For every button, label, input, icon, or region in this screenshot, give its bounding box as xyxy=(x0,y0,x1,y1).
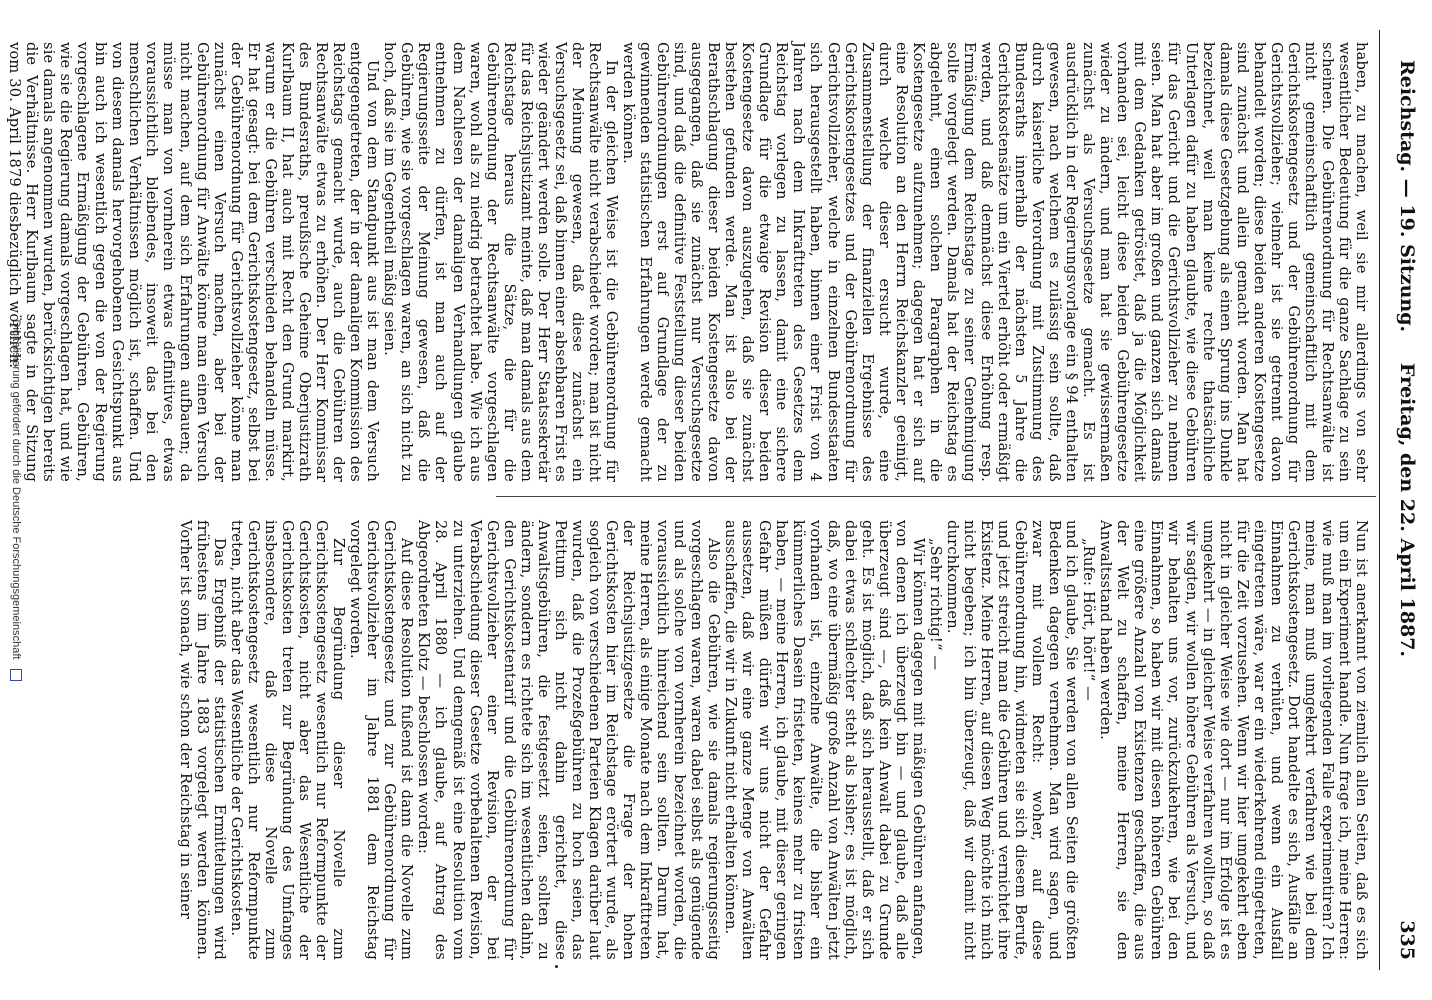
paragraph: Und von dem Standpunkt aus ist man dem Versuch entgegengetreten, der in der damaligen Kommission des Reichstags gemacht wurde, auch die Gebühren der Rechtsanwälte etwas zu erhöhen. Der Herr Kommissar des Bundesraths, preußische Geheime Oberjustizrath Kurlbaum II, hat auch mit Recht den Grund markirt, warum er die Gebühren verschieden behandeln müsse. Er hat gesagt: bei dem Gerichtskostengesetz, selbst bei der Gebührenordnung für Gerichtsvollzieher könne man zunächst einen Versuch machen, aber bei der Gebührenordnung für Anwälte könne man einen Versuch nicht machen, auf dem sich Erfahrungen aufbauen; da müsse man von vornherein etwas definitives, etwas voraussichtlich bleibendes, insoweit das bei den menschlichen Verhältnissen möglich ist, schaffen. Und von diesem damals hervorgehobenen Gesichtspunkt aus bin auch ich wesentlich gegen die von der Regierung vorgeschlagene Ermäßigung der Gebühren. Gebühren, wie sie die Regierung damals vorgeschlagen hat, und wie sie damals angenommen wurden, berücksichtigen bereits die Verhältnisse. Herr Kurlbaum sagte in der Sitzung vom 30. April 1879 diesbezüglich wörtlich: xyxy=(6,42,382,482)
left-text-column xyxy=(6,42,1370,482)
footer-text: Digitalisierung gefördert durch die Deutsche Forschungsgemeinschaft xyxy=(10,319,22,660)
right-text-column xyxy=(177,520,1370,960)
ink-speck xyxy=(555,965,558,968)
header-rule xyxy=(1379,30,1380,970)
column-divider xyxy=(496,496,1376,497)
interjection: „Sehr richtig!“ — xyxy=(926,538,944,671)
paragraph: In der gleichen Weise ist die Gebührenordnung für Rechtsanwälte nicht verabschiedet worden; man ist nicht der Meinung gewesen, daß diese zunächst ein Versuchsgesetz sei, daß binnen einer absehbaren Frist es wieder geändert werden solle. Der Herr Staatssekretär für das Reichsjustizamt meinte, daß man damals aus dem Reichstage heraus die Sätze, die für die Gebührenordnung der Rechtsanwälte vorgeschlagen waren, wohl als zu niedrig betrachtet habe. Wie ich aus dem Nachlesen der damaligen Verhandlungen glaube entnehmen zu dürfen, ist man auch auf der Regierungsseite der Meinung gewesen, daß die Gebühren, wie sie vorgeschlagen waren, an sich nicht zu hoch, daß sie im Gegentheil mäßig seien. xyxy=(381,42,620,482)
header-page-number: 335 xyxy=(1396,920,1418,960)
paragraph: Nun ist anerkannt von ziemlich allen Seiten, daß es sich um ein Experiment handle. Nun frage ich, meine Herren: wie muß man im vorliegenden Falle experimentiren? Ich meine, man muß umgekehrt verfahren wie bei dem Gerichtskostengesetz. Dort handelte es sich, Ausfälle an Einnahmen zu verhüten, und wenn ein Ausfall eingetreten wäre, war er ein wiederkehrend eingetreten, für die Zeit vorzusehen. Wenn wir hier umgekehrt eben nicht in gleicher Weise wie dort — nur im Erfolge ist es umgekehrt — in gleicher Weise verfahren wollten, so daß wir sagten, wir wollen höhere Gebühren als Versuch, und wir behalten uns vor, zurückzukehren, wie bei den Einnahmen, so haben wir mit diesen höheren Gebühren eine größere Anzahl von Existenzen geschaffen, die aus der Welt zu schaffen, meine Herren, sie den Anwaltsstand haben werden. xyxy=(1097,520,1370,960)
paragraph: Also die Gebühren, wie sie damals regierungsseitig vorgeschlagen waren, waren dabei selbst als genügende und als solche von vornherein bezeichnet worden, die voraussichtlich hinreichend sein sollten. Darum hat, meine Herren, als einige Monate nach dem Inkrafttreten der Reichsjustizgesetze die Frage der hohen Gerichtskosten hier im Reichstage erörtert wurde, als sogleich von verschiedenen Parteien Klagen darüber laut wurden, daß die Prozeßgebühren zu hoch seien, das Petitum sich nicht dahin gerichtet, diese Anwaltsgebühren, die festgesetzt seien, sollten zu ändern, sondern es richtete sich im wesentlichen dahin, den Gerichtskostentarif und die Gebührenordnung für Gerichtsvollzieher einer Revision, der bei Verabschiedung dieser Gesetze vorbehaltenen Revision, zu unterziehen. Und demgemäß ist eine Resolution vom 28. April 1880 — ich glaube, auf Antrag des Abgeordneten Klotz — beschlossen worden: xyxy=(415,520,723,960)
paragraph: Auf diese Resolution fußend ist dann die Novelle zum Gerichtskostengesetz und zur Gebührenordnung für Gerichtsvollzieher im Jahre 1881 dem Reichstag vorgelegt worden. xyxy=(347,520,416,960)
interjection: „Rufe: Hört, hört!“ — xyxy=(1080,538,1098,701)
paragraph: und ich glaube, Sie werden von allen Seiten die größten Bedenken dagegen vernehmen. Man wird sagen, und zwar mit vollem Recht: woher, auf diese Gebührenordnung hin, widmeten sie sich diesem Berufe, und jetzt streicht man die Gebühren und vernichtet ihre Existenz. Meine Herren, auf diesen Weg möchte ich mich nicht begeben; ich bin überzeugt, daß wir damit nicht durchkommen. xyxy=(943,520,1081,960)
digitization-footer xyxy=(10,0,22,1000)
header-session-title: Reichstag. — 19. Sitzung. xyxy=(1396,60,1418,333)
header-date: Freitag, den 22. April 1887. xyxy=(1396,362,1418,658)
dfg-logo-icon xyxy=(10,669,22,681)
paragraph: Wir können dagegen mit mäßigen Gebühren anfangen, von denen ich überzeugt bin — und glaube, daß alle überzeugt sind —, daß kein Anwalt dabei zu Grunde geht. Es ist möglich, daß sich herausstellt, daß er sich dabei etwas schlechter steht als bisher; es ist möglich, daß, wo eine übermäßig große Anzahl von Anwälten jetzt vorhanden ist, einzelne Anwälte, die bisher ein kümmerliches Dasein fristeten, keines mehr zu fristen haben, — meine Herren, ich glaube, mit dieser geringen Gefahr müßen dürfen wir uns nicht der Gefahr aussetzen, daß wir eine ganze Menge von Anwälten ausschaffen, die wir in Zukunft nicht erhalten können. xyxy=(722,520,927,960)
page-header xyxy=(1386,60,1426,960)
paragraph: Zur Begründung dieser Novelle zum Gerichtskostengesetz wesentlich nur Reformpunkte der Gerichtskosten, nicht aber das Wesentliche der Gerichtskosten treten zur Begründung des Umfanges insbesondere, daß diese Novelle zum Gerichtskostengesetz wesentlich nur Reformpunkte treten, nicht aber das Wesentliche der Gerichtskosten. xyxy=(227,520,348,960)
paragraph: Das Ergebniß der statistischen Ermittelungen wird frühestens im Jahre 1883 vorgelegt werden können. Vorher ist sonach, wie schon der Reichstag in seiner xyxy=(176,520,228,960)
paragraph: haben, zu machen, weil sie mir allerdings von sehr wesentlicher Bedeutung für die ganze Sachlage zu sein scheinen. Die Gebührenordnung für Rechtsanwälte ist nicht gemeinschaftlich gemeinschaftlich mit dem Gerichtskostengesetz und der Gebührenordnung für Gerichtsvollzieher; vielmehr ist sie getrennt davon behandelt worden; diese beiden anderen Kostengesetze sind zunächst und allein gemacht worden. Man hat damals diese Gesetzgebung als einen Sprung ins Dunkle bezeichnet, weil man keine rechte thatsächliche Unterlagen dafür zu haben glaubte, wie diese Gebühren für das Gericht und die Gerichtsvollzieher zu nehmen seien. Man hat aber im großen und ganzen sich damals mit dem Gedanken getröstet, daß ja die Möglichkeit vorhanden sei, leicht diese beiden Gebührengesetze wieder zu ändern, und man hat sie gewissermaßen zunächst als Versuchsgesetze gemacht. Es ist ausdrücklich in der Regierungsvorlage ein § 94 enthalten gewesen, nach welchem es zulässig sein sollte, daß durch kaiserliche Verordnung mit Zustimmung des Bundesraths innerhalb der nächsten 5 Jahre die Gerichtskostensätze um ein Viertel erhöht oder ermäßigt werden, und daß demnächst diese Erhöhung resp. Ermäßigung dem Reichstage zu seiner Genehmigung sollte vorgelegt werden. Damals hat der Reichstag es abgelehnt, einen solchen Paragraphen in die Kostengesetze aufzunehmen; dagegen hat er sich auf eine Resolution an den Herrn Reichskanzler geeinigt, durch welche dieser ersucht wurde, eine Zusammenstellung der finanziellen Ergebnisse des Gerichtskostengesetzes und der Gebührenordnung für Gerichtsvollzieher, welche in einzelnen Bundesstaaten sich herausgestellt haben, binnen einer Frist von 4 Jahren nach dem Inkrafttreten des Gesetzes dem Reichstag vorlegen zu lassen, damit eine sichere Grundlage für die etwaige Revision dieser beiden Kostengesetze davon auszugehen, daß sie zunächst bestehen gefunden werde. Man ist also bei der Berathschlagung dieser beiden Kostengesetze davon ausgegangen, daß sie zunächst nur Versuchsgesetze sind, und daß die definitive Feststellung dieser beiden Gebührenordnungen erst auf Grundlage der zu gewinnenden statistischen Erfahrungen werde gemacht werden können. xyxy=(619,42,1370,482)
